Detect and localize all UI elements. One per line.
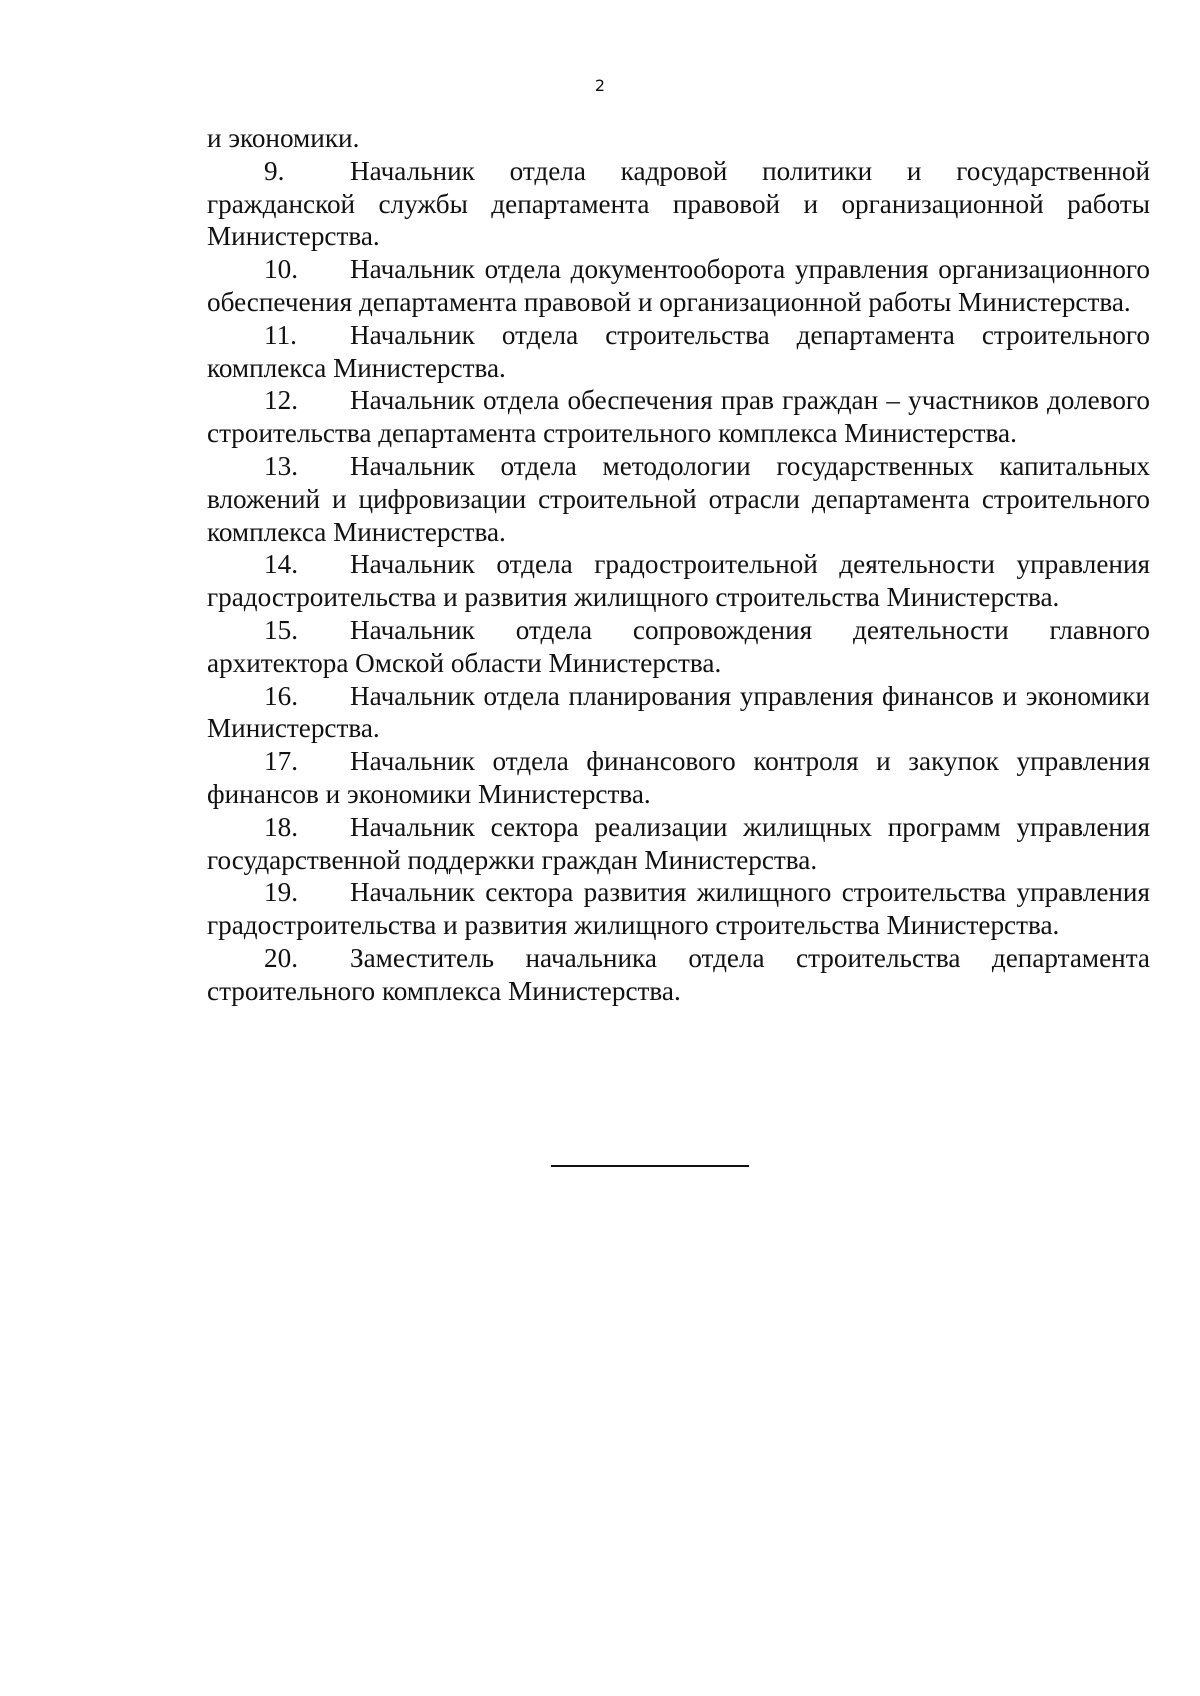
- item-text: Начальник отдела планирования управления финансов и экономики Министерства.: [207, 680, 1150, 744]
- list-item-12: [207, 384, 1150, 450]
- list-item-17: [207, 745, 1150, 811]
- item-number: 9.: [264, 155, 285, 186]
- item-number: 11.: [264, 319, 297, 350]
- item-text: Заместитель начальника отдела строительства департамента строительного комплекса Министерства.: [207, 942, 1150, 1006]
- item-text: Начальник отдела кадровой политики и государственной гражданской службы департамента правовой и организационной работы Министерства.: [207, 155, 1150, 252]
- list-item-16: [207, 680, 1150, 746]
- list-item-11: [207, 319, 1150, 385]
- list-item-19: [207, 876, 1150, 942]
- page-number: 2: [594, 76, 606, 95]
- item-number: 20.: [264, 942, 298, 973]
- item-text: Начальник отдела методологии государственных капитальных вложений и цифровизации строительной отрасли департамента строительного комплекса Министерства.: [207, 450, 1150, 547]
- item-number: 12.: [264, 385, 298, 416]
- list-item-13: [207, 450, 1150, 548]
- item-number: 10.: [264, 254, 298, 285]
- item-text: Начальник отдела обеспечения прав граждан – участников долевого строительства департамента строительного комплекса Министерства.: [207, 385, 1150, 449]
- item-number: 15.: [264, 614, 298, 645]
- item-text: Начальник отдела документооборота управления организационного обеспечения департамента правовой и организационной работы Министерства.: [207, 254, 1150, 317]
- document-body: [207, 122, 1150, 1008]
- continuation-paragraph: и экономики.: [207, 123, 360, 153]
- list-item-15: [207, 614, 1150, 680]
- item-text: Начальник сектора реализации жилищных программ управления государственной поддержки граждан Министерства.: [207, 811, 1150, 875]
- list-item-9: [207, 155, 1150, 253]
- item-text: Начальник отдела строительства департамента строительного комплекса Министерства.: [207, 319, 1150, 383]
- list-item-18: [207, 811, 1150, 877]
- item-number: 19.: [264, 877, 298, 908]
- item-text: Начальник отдела финансового контроля и закупок управления финансов и экономики Министерства.: [207, 746, 1150, 809]
- item-text: Начальник отдела сопровождения деятельности главного архитектора Омской области Министерства.: [207, 614, 1150, 678]
- item-number: 14.: [264, 549, 298, 580]
- item-number: 17.: [264, 746, 298, 777]
- end-of-document-rule: [551, 1165, 749, 1167]
- item-number: 13.: [264, 450, 298, 481]
- item-text: Начальник сектора развития жилищного строительства управления градостроительства и развития жилищного строительства Министерства.: [207, 877, 1150, 941]
- item-number: 16.: [264, 680, 298, 711]
- item-text: Начальник отдела градостроительной деятельности управления градостроительства и развития жилищного строительства Министерства.: [207, 549, 1150, 613]
- list-item-20: [207, 942, 1150, 1008]
- list-item-14: [207, 548, 1150, 614]
- list-item-10: [207, 253, 1150, 319]
- item-number: 18.: [264, 811, 298, 842]
